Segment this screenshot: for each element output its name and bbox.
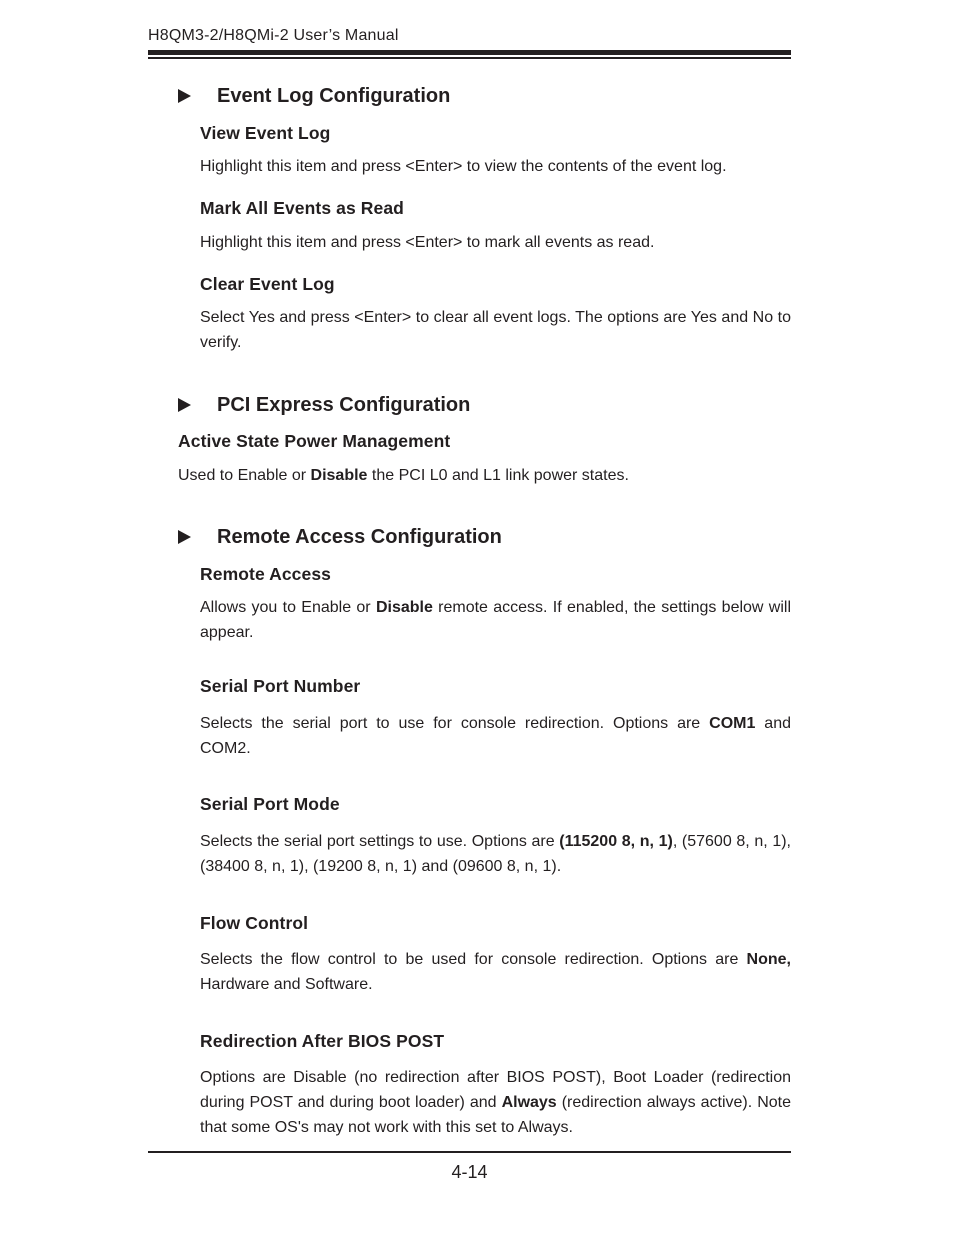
item-desc-serial-port-mode: Selects the serial port settings to use. Options are (115200 8, n, 1), (57600 8, n, 1), (38400 8, n, 1), (19200 8, n, 1) and (09600 8, n, 1). — [200, 833, 791, 875]
header-rule-thin — [148, 57, 791, 59]
triangle-bullet-icon — [178, 530, 191, 544]
item-title-view-event-log: View Event Log — [200, 123, 331, 143]
section-heading-text: PCI Express Configuration — [217, 394, 471, 416]
page-number: 4-14 — [451, 1162, 488, 1182]
header-rule — [148, 50, 791, 55]
item-desc-view-event-log: Highlight this item and press <Enter> to view the contents of the event log. — [200, 158, 727, 175]
manual-title: H8QM3-2/H8QMi-2 User’s Manual — [148, 27, 399, 44]
item-desc-clear-event-log: Select Yes and press <Enter> to clear all event logs. The options are Yes and No to verify. — [200, 309, 791, 351]
triangle-bullet-icon — [178, 398, 191, 412]
item-title-remote-access: Remote Access — [200, 564, 331, 584]
item-title-serial-port-mode: Serial Port Mode — [200, 794, 340, 814]
item-desc-mark-all-events: Highlight this item and press <Enter> to mark all events as read. — [200, 234, 655, 251]
item-title-redirection-after-bios-post: Redirection After BIOS POST — [200, 1031, 445, 1051]
item-title-flow-control: Flow Control — [200, 913, 309, 933]
section-heading-text: Remote Access Configuration — [217, 526, 502, 548]
item-desc-serial-port-number: Selects the serial port to use for console redirection. Options are COM1 and COM2. — [200, 715, 792, 757]
item-desc-flow-control: Selects the flow control to be used for console redirection. Options are None, Hardware and Software. — [200, 951, 791, 993]
footer-rule — [148, 1151, 791, 1153]
item-title-mark-all-events: Mark All Events as Read — [200, 198, 404, 218]
item-desc-aspm: Used to Enable or Disable the PCI L0 and L1 link power states. — [178, 467, 629, 484]
triangle-bullet-icon — [178, 89, 191, 103]
item-title-aspm: Active State Power Management — [178, 431, 451, 451]
item-title-clear-event-log: Clear Event Log — [200, 274, 335, 294]
item-desc-remote-access: Allows you to Enable or Disable remote access. If enabled, the settings below will appear. — [200, 599, 791, 641]
item-desc-redirection-after-bios-post: Options are Disable (no redirection after BIOS POST), Boot Loader (redirection during POST and during boot loader) and Always (redirection always active). Note that some OS's may not work with this set to Always. — [200, 1069, 791, 1136]
section-heading-remote-access — [178, 526, 502, 549]
section-heading-pci-express — [178, 394, 470, 417]
section-heading-event-log — [178, 85, 450, 108]
section-heading-text: Event Log Configuration — [217, 85, 451, 107]
item-title-serial-port-number: Serial Port Number — [200, 676, 361, 696]
